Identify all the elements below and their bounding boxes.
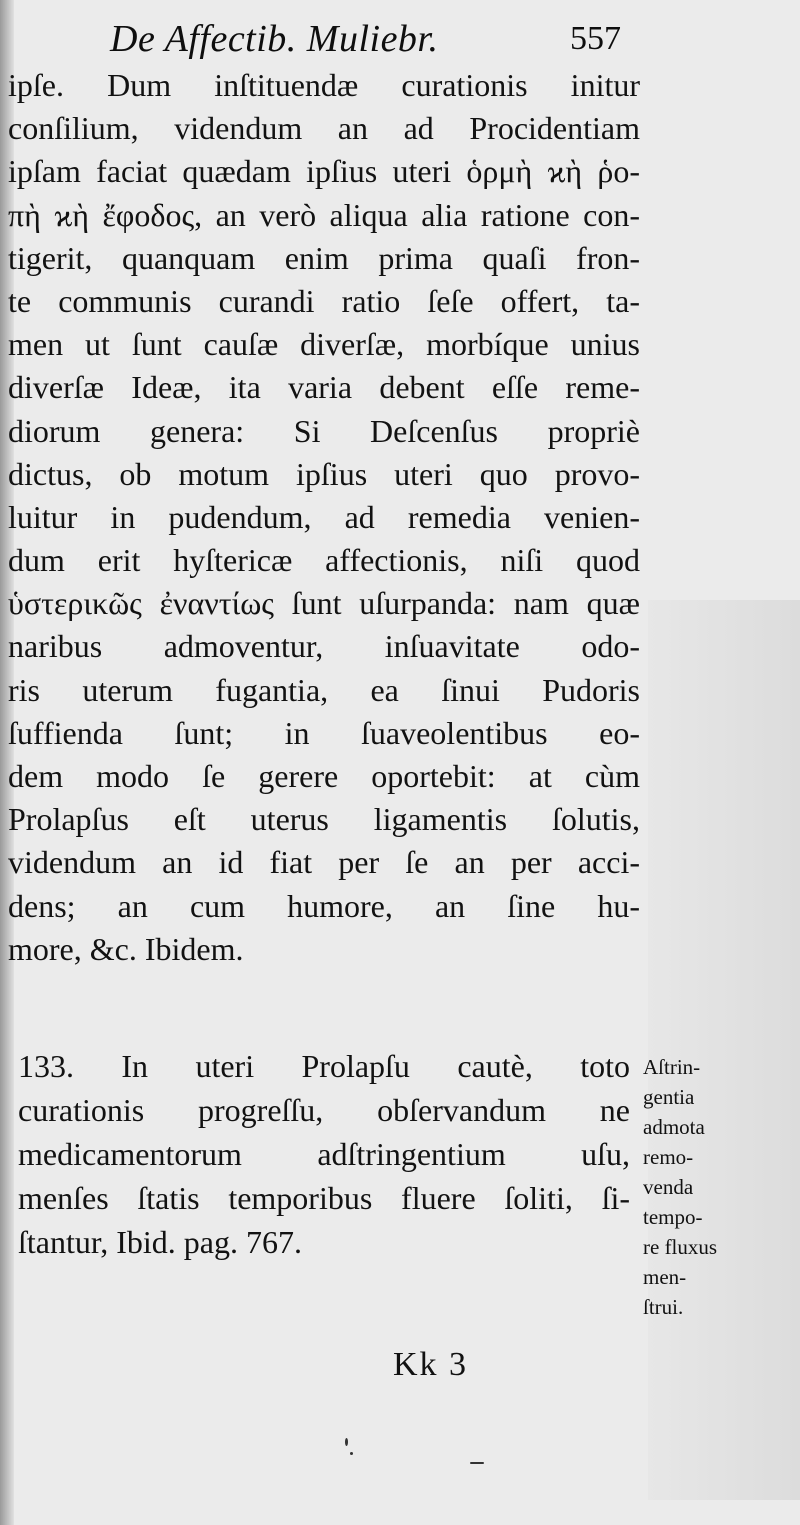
text-line: diverſæ Ideæ, ita varia debent eſſe reme- bbox=[8, 369, 640, 406]
marginal-note bbox=[643, 1052, 793, 1322]
text-line: 133. In uteri Prolapſu cautè, toto bbox=[18, 1048, 630, 1084]
marginal-note-line: venda bbox=[643, 1175, 694, 1199]
page-number: 557 bbox=[570, 20, 621, 57]
page-header bbox=[0, 14, 800, 64]
text-line: Prolapſus eſt uterus ligamentis ſolutis, bbox=[8, 801, 640, 838]
text-line: conſilium, videndum an ad Procidentiam bbox=[8, 110, 640, 147]
text-line: more, &c. Ibidem. bbox=[8, 930, 244, 967]
marginal-note-line: gentia bbox=[643, 1085, 695, 1109]
ink-speck bbox=[470, 1462, 484, 1464]
paragraph-133 bbox=[18, 1044, 630, 1264]
text-line: πὴ ϰὴ ἔφοδος, an verò aliqua alia ratione con- bbox=[8, 196, 640, 233]
text-line: dem modo ſe gerere oportebit: at cùm bbox=[8, 758, 640, 794]
marginal-note-line: tempo- bbox=[643, 1205, 703, 1229]
ink-speck bbox=[350, 1452, 353, 1455]
text-line: videndum an id fiat per ſe an per acci- bbox=[8, 844, 640, 881]
text-line: ris uterum fugantia, ea ſinui Pudoris bbox=[8, 671, 640, 708]
text-line: diorum genera: Si Deſcenſus propriè bbox=[8, 412, 640, 449]
text-line: ſtantur, Ibid. pag. 767. bbox=[18, 1224, 302, 1260]
text-line: naribus admoventur, inſuavitate odo- bbox=[8, 628, 640, 665]
text-line: ipſe. Dum inſtituendæ curationis initur bbox=[8, 67, 640, 103]
text-line: ipſam faciat quædam ipſius uteri ὁρμὴ ϰὴ ῥο- bbox=[8, 153, 640, 190]
marginal-note-line: remo- bbox=[643, 1145, 694, 1169]
paragraph-1 bbox=[8, 64, 640, 971]
ink-speck bbox=[345, 1438, 348, 1446]
text-line: ὑστερικῶς ἐναντίως ſunt uſurpanda: nam quæ bbox=[8, 585, 640, 622]
text-line: tigerit, quanquam enim prima quaſi fron- bbox=[8, 239, 640, 276]
text-line: curationis progreſſu, obſervandum ne bbox=[18, 1092, 630, 1128]
text-line: dens; an cum humore, an ſine hu- bbox=[8, 887, 640, 924]
text-line: men ut ſunt cauſæ diverſæ, morbíque unius bbox=[8, 326, 640, 363]
marginal-note-line: Aſtrin- bbox=[643, 1055, 701, 1079]
text-line: luitur in pudendum, ad remedia venien- bbox=[8, 498, 640, 535]
show-through-area bbox=[648, 600, 800, 1500]
text-line: dum erit hyſtericæ affectionis, niſi quod bbox=[8, 542, 640, 579]
marginal-note-line: re fluxus bbox=[643, 1235, 718, 1259]
text-line: medicamentorum adſtringentium uſu, bbox=[18, 1136, 630, 1172]
running-head: De Affectib. Muliebr. bbox=[110, 18, 439, 60]
text-line: ſuffienda ſunt; in ſuaveolentibus eo- bbox=[8, 714, 640, 751]
marginal-note-line: ſtrui. bbox=[643, 1295, 684, 1319]
marginal-note-line: admota bbox=[643, 1115, 705, 1139]
marginal-note-line: men- bbox=[643, 1265, 687, 1289]
text-line: menſes ſtatis temporibus fluere ſoliti, ſi- bbox=[18, 1180, 630, 1216]
signature-mark: Kk 3 bbox=[393, 1346, 469, 1383]
text-line: dictus, ob motum ipſius uteri quo provo- bbox=[8, 455, 640, 492]
text-line: te communis curandi ratio ſeſe offert, ta- bbox=[8, 282, 640, 319]
